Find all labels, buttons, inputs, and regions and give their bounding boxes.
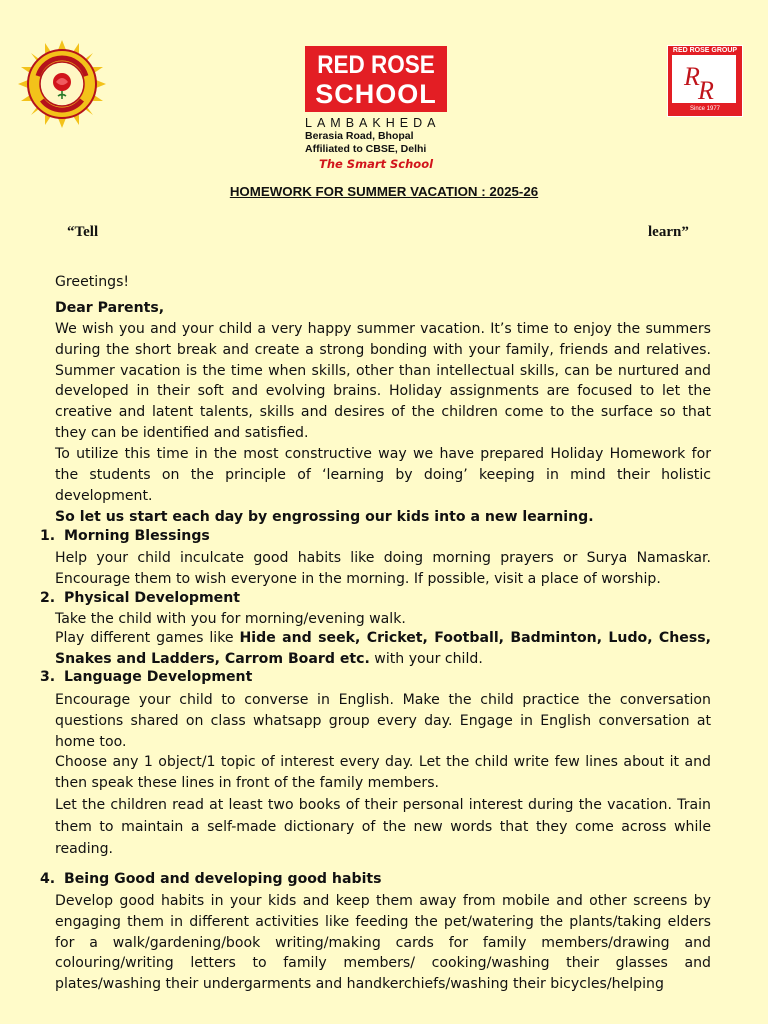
section-number: 4.: [40, 871, 56, 887]
salutation: Dear Parents,: [55, 300, 165, 316]
brand-name-line1: RED ROSE: [317, 51, 435, 79]
school-address: Berasia Road, Bhopal: [305, 130, 414, 142]
section-number: 3.: [40, 669, 56, 685]
quote-start: “Tell: [67, 224, 99, 240]
games-intro: Play different games like: [55, 630, 240, 646]
page-title: HOMEWORK FOR SUMMER VACATION : 2025-26: [229, 184, 539, 199]
quote-end: learn”: [648, 224, 689, 240]
section-title: Language Development: [64, 669, 253, 685]
section-number: 1.: [40, 528, 56, 544]
lead-statement: So let us start each day by engrossing our kids into a new learning.: [55, 509, 594, 525]
section-3-heading: [40, 669, 252, 685]
games-outro: with your child.: [369, 650, 483, 667]
section-title: Morning Blessings: [64, 528, 210, 544]
brand-location: LAMBAKHEDA: [305, 116, 441, 130]
svg-text:R: R: [698, 76, 714, 103]
section-2-line-2: [55, 628, 711, 670]
section-title: Physical Development: [64, 590, 240, 606]
section-2-heading: [40, 590, 240, 606]
section-number: 2.: [40, 590, 56, 606]
section-3-para-3: Let the children read at least two books of their personal interest during the vacation. Train them to maintain a self-made dictionary of the new words that they come across while reading.: [55, 797, 711, 857]
greeting: Greetings!: [55, 274, 130, 290]
games-list: Hide and seek, Cricket, Football, Badminton, Ludo, Chess, Snakes and Ladders, Carrom Board etc.: [55, 630, 711, 667]
school-tagline: The Smart School: [318, 157, 434, 171]
section-1-body: Help your child inculcate good habits like doing morning prayers or Surya Namaskar. Encourage them to wish everyone in the morning. If possible, visit a place of worship.: [55, 550, 711, 587]
section-3-para-1: Encourage your child to converse in English. Make the child practice the conversation questions shared on class whatsapp group every day. Engage in English conversation at home too.: [55, 692, 711, 750]
brand-name-line2: SCHOOL: [315, 79, 437, 109]
intro-paragraph-2: To utilize this time in the most constructive way we have prepared Holiday Homework for the students on the principle of ‘learning by doing’ keeping in mind their holistic development.: [55, 446, 711, 504]
school-brand-logo: [305, 46, 447, 170]
school-seal-logo: [18, 40, 106, 128]
red-rose-group-logo: [667, 45, 743, 117]
section-2-line-1: Take the child with you for morning/evening walk.: [55, 611, 406, 627]
group-monogram: [672, 55, 736, 103]
group-name: RED ROSE GROUP: [672, 47, 738, 54]
svg-text:R: R: [684, 62, 700, 91]
section-4-heading: [40, 871, 382, 887]
section-1-heading: [40, 528, 210, 544]
section-title: Being Good and developing good habits: [64, 871, 382, 887]
section-4-body: Develop good habits in your kids and keep them away from mobile and other screens by engaging them in different activities like feeding the pet/watering the plants/taking elders for a walk/gardening/book writing/making cards for family members/drawing and colouring/writing letters to family members/ cooking/washing their glasses and plates/washing their undergarments and handkerchiefs/washing their bicycles/helping: [55, 893, 711, 993]
section-3-para-2: Choose any 1 object/1 topic of interest every day. Let the child write few lines about it and then speak these lines in front of the family members.: [55, 754, 711, 791]
school-affiliation: Affiliated to CBSE, Delhi: [305, 143, 427, 155]
intro-paragraph-1: We wish you and your child a very happy summer vacation. It’s time to enjoy the summers during the short break and create a strong bonding with your family, friends and relatives. Summer vacation is the time when skills, other than intellectual skills, can be nurtured and developed in their soft and evolving brains. Holiday assignments are focused to let the creative and latent talents, skills and desires of the children come to the surface so that they can be identified and satisfied.: [55, 321, 711, 441]
brand-red-box: [305, 46, 447, 112]
group-since: Since 1977: [689, 106, 721, 112]
